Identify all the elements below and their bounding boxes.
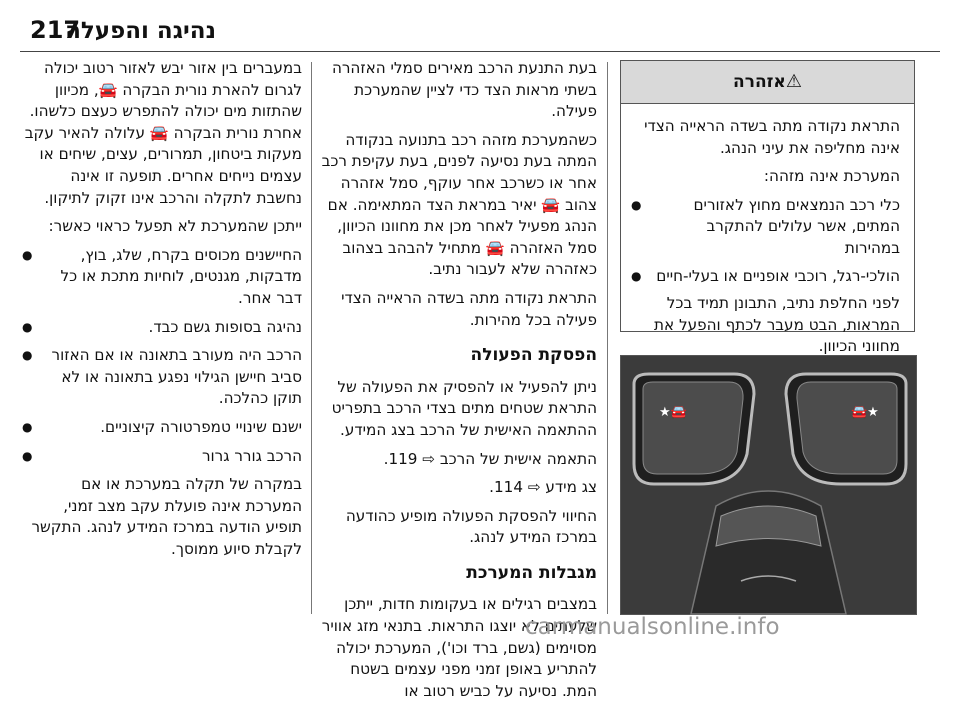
list-item: ישנם שינויי טמפרטורה קיצוניים. ● — [22, 417, 302, 439]
right-mirror — [786, 374, 906, 484]
warning-item: כלי רכב הנמצאים מחוץ לאזורים המתים, אשר עלולים להתקרב במהירות ● — [631, 195, 900, 260]
warning-closing: לפני החלפת נתיב, התבונן תמיד בכל המראות, הבט מעבר לכתף והפעל את מחווני הכיוון. — [654, 294, 900, 356]
watermark: carmanualsonline.info — [525, 614, 780, 640]
mirror-warning-symbol: 🚘★ — [851, 405, 879, 420]
paragraph: ייתכן שהמערכת לא תפעל כראוי כאשר: — [48, 217, 302, 236]
warning-body — [621, 104, 914, 358]
page-number: 217 — [30, 16, 81, 44]
mirrors-illustration — [620, 355, 917, 615]
list-item: החיישנים מכוסים בקרח, שלג, בוץ, מדבקות, מגנטים, לוחיות מתכת או כל דבר אחר. ● — [22, 245, 302, 310]
list-item: נהיגה בסופות גשם כבד. ● — [22, 317, 302, 339]
warning-item: הולכי-רגל, רוכבי אופניים או בעלי-חיים ● — [631, 266, 900, 288]
section-heading-limits: מגבלות המערכת — [466, 562, 597, 583]
cross-reference-link[interactable]: צג מידע ⇨ 114. — [489, 478, 597, 497]
header-rule — [20, 51, 940, 52]
paragraph: במעברים בין אזור יבש לאזור רטוב יכולה לגרום להארת נורית הבקרה 🚘, מכיוון שהתזות מים יכולה להתפרש כעצם כלשהו. אחרת נורית הבקרה 🚘 עלולה להאיר עקב מעקות ביטחון, תמרורים, עצים, שיחים או עצמים נייחים אחרים. תופעה זו אינה נחשבת לתקלה והרכב אינו זקוק לתיקון. — [24, 59, 302, 207]
column-divider — [311, 62, 312, 614]
warning-triangle-icon: ⚠ — [785, 71, 802, 92]
paragraph: בעת התנעת הרכב מאירים סמלי האזהרה בשתי מראות הצד כדי לציין שהמערכת פעילה. — [331, 59, 597, 121]
list-item: הרכב היה מעורב בתאונה או אם האזור סביב חיישן הגילוי נפגע בתאונה או לא תוקן כהלכה. ● — [22, 345, 302, 410]
column-divider — [607, 62, 608, 614]
warning-not-detect: המערכת אינה מזהה: — [763, 167, 900, 186]
cross-reference-link[interactable]: התאמה אישית של הרכב ⇨ 119. — [383, 449, 597, 468]
right-column — [620, 60, 915, 356]
paragraph: במצבים רגילים או בעקומות חדות, ייתכן שלעתים לא יוצגו התראות. בתנאי מזג אוויר מסוימים (גשם, ברד וכו'), המערכת יכולה להתריע באופן זמני מפני עצמים בשטח המת. נסיעה על כביש רטוב או — [321, 595, 597, 700]
conditions-list — [22, 245, 302, 467]
page-header — [20, 14, 940, 54]
paragraph: התראת נקודה מתה בשדה הראייה הצדי פעילה בכל מהירות. — [341, 288, 597, 329]
warning-list — [631, 195, 900, 287]
warning-box — [620, 60, 915, 356]
warning-header — [621, 61, 914, 104]
page-title: נהיגה והפעלה — [65, 18, 216, 44]
warning-intro: התראת נקודה מתה בשדה הראייה הצדי אינה מחליפה את עיני הנהג. — [644, 117, 900, 157]
left-mirror — [634, 374, 754, 484]
car-rear-svg — [621, 356, 916, 614]
paragraph: כשהמערכת מזהה רכב בתנועה בנקודה המתה בעת נסיעה לפנים, בעת עקיפת רכב אחר או כשרכב אחר עוקף, סמל אזהרה צהוב 🚘 יאיר במראת הצד המתאימה. אם הנהג מפעיל לאחר מכן את מחוונו הכיוון, סמל האזהרה 🚘 מתחיל להבהב בצהוב כאזהרה שלא לעבור נתיב. — [321, 130, 597, 279]
paragraph: במקרה של תקלה במערכת או אם המערכת אינה פועלת עקב מצב זמני, תופיע הודעה במרכז המידע לנהג. התקשר לקבלת סיוע ממוסך. — [31, 475, 302, 558]
paragraph: החיווי להפסקת הפעולה מופיע כהודעה במרכז המידע לנהג. — [345, 506, 597, 547]
paragraph: ניתן להפעיל או להפסיק את הפעולה של התראת שטחים מתים בצדי הרכב בתפריט ההתאמה האישית של הרכב בצג המידע. — [331, 377, 597, 439]
middle-column — [317, 58, 597, 700]
list-item: הרכב גורר גרור ● — [22, 446, 302, 468]
warning-title: אזהרה — [733, 72, 786, 92]
section-heading-disable: הפסקת הפעולה — [470, 345, 597, 366]
left-column — [22, 58, 302, 558]
mirror-warning-symbol: ★🚘 — [659, 405, 687, 420]
